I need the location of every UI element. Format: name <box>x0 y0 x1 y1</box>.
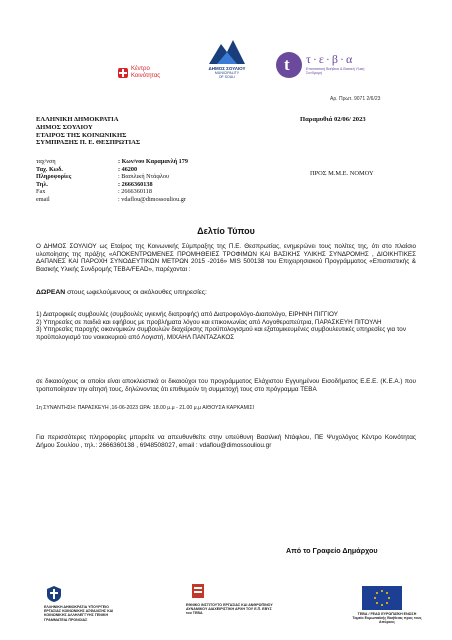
greek-emblem-icon <box>46 585 62 603</box>
contact-value: : Βασιλική Ντάφλου <box>118 173 170 181</box>
contact-value: : 46200 <box>118 165 138 173</box>
contact-row <box>36 188 188 196</box>
demos-logo-line1: ΔΗΜΟΣ ΣΟΥΛΙΟΥ <box>208 66 246 71</box>
kentro-logo-line2: Κοινότητας <box>131 73 161 79</box>
contact-key: Fax <box>36 188 46 196</box>
contact-row <box>36 196 188 204</box>
mountain-icon <box>207 36 247 66</box>
place-date: Παραμυθιά 02/06/ 2023 <box>300 116 366 123</box>
contact-key: Πληροφορίες <box>36 173 72 181</box>
contact-row <box>36 181 188 189</box>
footer-fead: ΤΕΒΑ / FEAD ΕΥΡΩΠΑΪΚΗ ΕΝΩΣΗ Ταμείο Ευρωπαϊκής Βοήθειας προς τους Απόρους <box>352 612 422 625</box>
contact-key: email <box>36 195 50 203</box>
kentro-koinotitas-logo <box>118 66 176 82</box>
service-item: 2) Υπηρεσίες σε παιδιά και εφήβους με προβλήματα λόγου και επικοινωνίας από Λογοθεραπεύτρια, ΠΑΡΑΣΚΕΥΗ ΠΙΤΟΥΛΗ <box>36 318 382 326</box>
protocol-number: Αρ. Πρωτ. 9071 2/6/23 <box>330 96 381 102</box>
recipient: ΠΡΟΣ Μ.Μ.Ε. ΝΟΜΟΥ <box>310 170 374 177</box>
contact-block <box>36 158 188 204</box>
first-meeting: 1η ΣΥΝΑΝΤΗΣΗ: ΠΑΡΑΣΚΕΥΗ ,16-06-2023 ΩΡΑ: 18.00 μ.μ - 21.00 μ.μ ΑΙΘΟΥΣΑ ΚΑΡΚΑΜΙΣΙ <box>36 405 255 411</box>
signature: Από το Γραφείο Δημάρχου <box>286 546 378 555</box>
sender-line4: ΣΥΜΠΡΑΞΗΣ Π. Ε. ΘΕΣΠΡΩΤΙΑΣ <box>36 139 141 147</box>
sender-line1: ΕΛΛΗΝΙΚΗ ΔΗΜΟΚΡΑΤΙΑ <box>36 116 119 123</box>
document-title: Δελτίο Τύπου <box>197 226 255 236</box>
eiead-logo-icon <box>192 584 204 598</box>
sender-line2: ΔΗΜΟΣ ΣΟΥΛΙΟΥ <box>36 123 93 131</box>
sender-block <box>36 116 140 147</box>
contact-value: : 2666360118 <box>118 188 152 196</box>
eu-flag-icon <box>362 586 402 610</box>
free-services-line <box>36 289 416 297</box>
contact-value: : vdaflou@dimossouliou.gr <box>118 195 186 203</box>
contact-value: : 2666360138 <box>118 180 153 188</box>
demos-souliou-logo <box>206 36 248 88</box>
contact-key: ταχ/νση <box>36 158 56 165</box>
cross-icon <box>118 68 128 78</box>
kentro-logo-line1: Κέντρο <box>131 66 150 72</box>
contact-value: : Κων/νου Καραμανλή 179 <box>118 158 188 165</box>
sender-line3: ΕΤΑΙΡΟΣ ΤΗΣ ΚΟΙΝΩΝΙΚΗΣ <box>36 131 127 139</box>
demos-logo-line3: OF SOULI <box>218 75 236 79</box>
services-list <box>36 311 416 341</box>
free-label: ΔΩΡΕΑΝ <box>36 289 66 296</box>
service-item: 3) Υπηρεσίες παροχής οικονομικών συμβουλών διαχείρισης προϋπολογισμού και εξατομικευμένες συμβουλευτικές υπηρεσίες για τον προϋπολογισμό του νοικοκυριού από Λογιστή, ΜΙΧΑΗΛ ΠΑΝΤΑΖΑΚΟΣ <box>36 326 406 341</box>
footer-institute: ΕΘΝΙΚΟ ΙΝΣΤΙΤΟΥΤΟ ΕΡΓΑΣΙΑΣ ΚΑΙ ΑΝΘΡΩΠΙΝΟΥ ΔΥΝΑΜΙΚΟΥ ΔΙΑΧΕΙΡΙΣΤΙΚΗ ΑΡΧΗ ΤΟΥ Ε.Π. ΕΒΥΣ του ΤΕΒΑ <box>186 603 273 616</box>
service-item: 1) Διατροφικές συμβουλές (συμβουλές υγιεινής διατροφής) από Διατροφολόγο-Διαιτολόγο, ΕΙΡΗΝΗ ΠΙΓΓΙΟΥ <box>36 311 338 318</box>
teva-circle-icon <box>276 52 302 78</box>
contact-row <box>36 158 188 166</box>
contact-paragraph: Για περισσότερες πληροφορίες μπορείτε να απευθυνθείτε στην υπεύθυνη Βασιλική Ντάφλου, ΠΕ Ψυχολόγος Κέντρο Κοινότητας Δήμου Σουλίου , τηλ.: 2666360138 , 6948508027, email : vdaflou@dimossouliou.gr <box>36 434 416 449</box>
teva-logo <box>276 52 386 92</box>
beneficiaries-paragraph: σε δικαιούχους οι οποίοι είναι αποκλειστικά οι δικαιούχοι του προγράμματος Ελάχιστου Εγγυημένου Εισοδήματος Ε.Ε.Ε. (Κ.Ε.Α.) που τροποποίησαν την αίτησή τους, δηλώνοντας ότι επιθυμούν τη συμμετοχή τους στο πρόγραμμα ΤΕΒΑ <box>36 378 416 393</box>
contact-key: Ταχ. Κωδ. <box>36 165 63 173</box>
teva-logo-subtitle: Επισιτιστική Βοήθεια & Βασική Υλική Συνδρομή <box>306 67 365 76</box>
demos-logo-line2: MUNICIPALITY <box>214 71 240 75</box>
free-services-text: στους ωφελούμενους οι ακόλουθες υπηρεσίες: <box>65 289 207 296</box>
contact-key: Τηλ. <box>36 180 48 188</box>
footer-ministry: ΕΛΛΗΝΙΚΗ ΔΗΜΟΚΡΑΤΙΑ ΥΠΟΥΡΓΕΙΟ ΕΡΓΑΣΙΑΣ ΚΟΙΝΩΝΙΚΗΣ ΑΣΦΑΛΙΣΗΣ ΚΑΙ ΚΟΙΝΩΝΙΚΗΣ ΑΛΛΗΛΕΓΓΥΗΣ ΓΕΝΙΚΗ ΓΡΑΜΜΑΤΕΙΑ ΠΡΟΝΟΙΑΣ <box>44 605 114 622</box>
intro-paragraph: Ο ΔΗΜΟΣ ΣΟΥΛΙΟΥ ως Εταίρος της Κοινωνικής Σύμπραξης της Π.Ε. Θεσπρωτίας, ενημερώνει τους πολίτες της, ότι στο πλαίσιο υλοποίησης της πράξης «ΑΠΟΚΕΝΤΡΩΜΕΝΕΣ ΠΡΟΜΗΘΕΙΕΣ ΤΡΟΦΙΜΩΝ ΚΑΙ ΒΑΣΙΚΗΣ ΥΛΙΚΗΣ ΣΥΝΔΡΟΜΗΣ , ΔΙΟΙΚΗΤΙΚΕΣ ΔΑΠΑΝΕΣ ΚΑΙ ΠΑΡΟΧΗ ΣΥΝΟΔΕΥΤΙΚΩΝ ΜΕΤΡΩΝ 2015 -2016» MIS 500138 του Επιχειρησιακού Προγράμματος «Επισιτιστικής & Βασικής Υλικής Συνδρομής ΤΕΒΑ/FEAD», παρέχονται : <box>36 243 416 273</box>
contact-row <box>36 173 188 181</box>
teva-logo-word: τ·ε·β·α <box>306 52 355 66</box>
